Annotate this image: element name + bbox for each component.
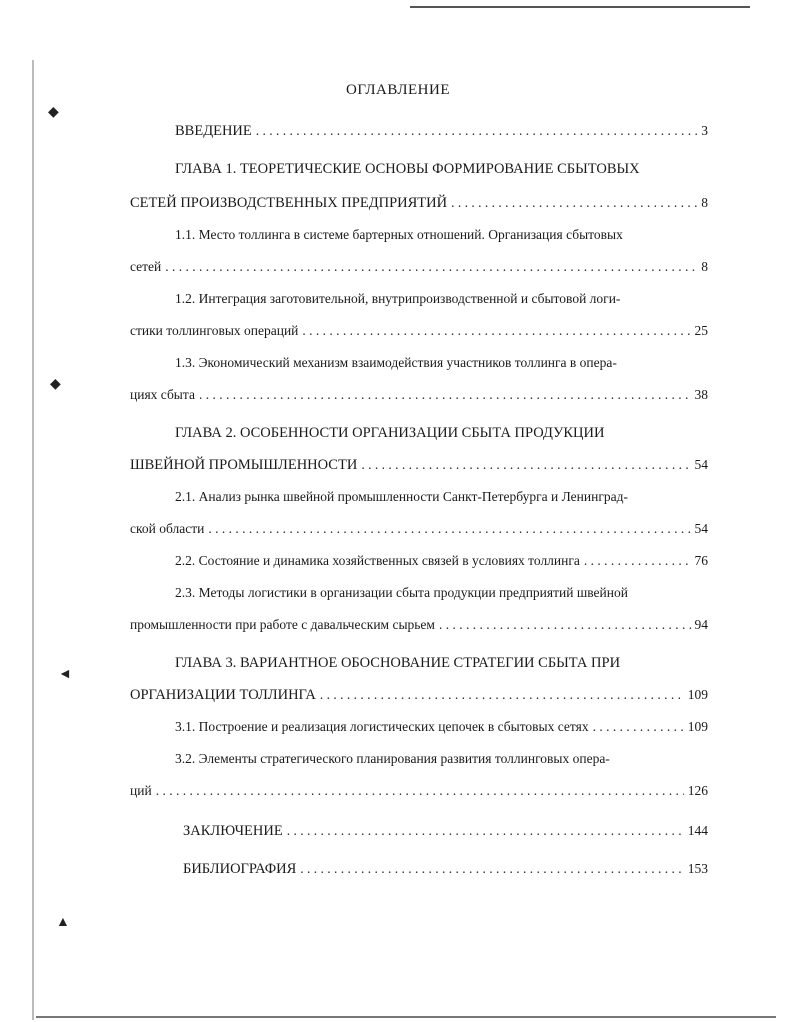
toc-entry-label: ГЛАВА 1. ТЕОРЕТИЧЕСКИЕ ОСНОВЫ ФОРМИРОВАНИЕ СБЫТОВЫХ xyxy=(175,161,640,177)
toc-entry-page: 126 xyxy=(687,783,708,798)
toc-entry-conclusion[interactable] xyxy=(183,822,708,840)
toc-entry-chapter-2-line-2[interactable] xyxy=(130,456,708,474)
toc-entry-chapter-3-line-2[interactable] xyxy=(130,686,708,704)
toc-entry-chapter-1-line-1[interactable] xyxy=(175,160,708,178)
leader-dots xyxy=(199,386,691,404)
toc-entry-3-1[interactable] xyxy=(175,718,708,736)
toc-entry-2-1-line-1[interactable] xyxy=(175,488,708,506)
toc-entry-label: ЗАКЛЮЧЕНИЕ xyxy=(183,823,283,839)
toc-entry-page: 38 xyxy=(694,387,708,402)
punch-hole-mark-icon: ◆ xyxy=(48,105,59,120)
toc-entry-label: стики толлинговых операций xyxy=(130,323,299,338)
toc-entry-label: сетей xyxy=(130,259,162,274)
toc-entry-page: 94 xyxy=(694,617,708,632)
leader-dots xyxy=(256,122,698,140)
toc-entry-page: 54 xyxy=(694,457,708,472)
toc-entry-1-1-line-2[interactable] xyxy=(130,258,708,276)
leader-dots xyxy=(287,822,684,840)
toc-entry-label: 1.2. Интеграция заготовительной, внутрипроизводственной и сбытовой логи- xyxy=(175,291,621,306)
leader-dots xyxy=(165,258,697,276)
toc-title: ОГЛАВЛЕНИЕ xyxy=(346,82,450,98)
toc-entry-page: 109 xyxy=(687,687,708,702)
toc-entry-2-2[interactable] xyxy=(175,552,708,570)
leader-dots xyxy=(300,860,683,878)
punch-hole-mark-icon: ◆ xyxy=(50,377,61,392)
toc-entry-2-3-line-2[interactable] xyxy=(130,616,708,634)
toc-entry-page: 8 xyxy=(701,259,708,274)
toc-entry-1-3-line-2[interactable] xyxy=(130,386,708,404)
toc-entry-chapter-2-line-1[interactable] xyxy=(175,424,708,442)
toc-entry-label: 2.3. Методы логистики в организации сбыта продукции предприятий швейной xyxy=(175,585,628,600)
toc-entry-chapter-3-line-1[interactable] xyxy=(175,654,708,672)
toc-entry-page: 153 xyxy=(687,861,708,876)
toc-entry-label: промышленности при работе с давальческим сырьем xyxy=(130,617,435,632)
toc-entry-2-1-line-2[interactable] xyxy=(130,520,708,538)
toc-entry-chapter-1-line-2[interactable] xyxy=(130,194,708,212)
toc-entry-page: 109 xyxy=(687,719,708,734)
toc-entry-label: ШВЕЙНОЙ ПРОМЫШЛЕННОСТИ xyxy=(130,457,358,473)
toc-entry-1-2-line-1[interactable] xyxy=(175,290,708,308)
toc-entry-label: ОРГАНИЗАЦИИ ТОЛЛИНГА xyxy=(130,687,316,703)
toc-entry-1-1-line-1[interactable] xyxy=(175,226,708,244)
toc-entry-label: ВВЕДЕНИЕ xyxy=(175,123,252,139)
toc-entry-label: ГЛАВА 3. ВАРИАНТНОЕ ОБОСНОВАНИЕ СТРАТЕГИИ СБЫТА ПРИ xyxy=(175,655,621,671)
leader-dots xyxy=(439,616,691,634)
toc-entry-label: ской области xyxy=(130,521,205,536)
toc-entry-page: 54 xyxy=(694,521,708,536)
toc-entry-page: 3 xyxy=(701,123,708,138)
toc-entry-label: 2.1. Анализ рынка швейной промышленности Санкт-Петербурга и Ленинград- xyxy=(175,489,628,504)
leader-dots xyxy=(156,782,684,800)
leader-dots xyxy=(361,456,690,474)
toc-entry-page: 144 xyxy=(687,823,708,838)
toc-entry-1-2-line-2[interactable] xyxy=(130,322,708,340)
toc-entry-1-3-line-1[interactable] xyxy=(175,354,708,372)
punch-hole-mark-icon: ▲ xyxy=(56,915,70,930)
leader-dots xyxy=(208,520,690,538)
toc-entry-bibliography[interactable] xyxy=(183,860,708,878)
toc-entry-label: БИБЛИОГРАФИЯ xyxy=(183,861,297,877)
toc-entry-label: 1.3. Экономический механизм взаимодействия участников толлинга в опера- xyxy=(175,355,617,370)
toc-entry-label: ций xyxy=(130,783,152,798)
leader-dots xyxy=(593,718,684,736)
toc-entry-label: 3.2. Элементы стратегического планирования развития толлинговых опера- xyxy=(175,751,610,766)
leader-dots xyxy=(451,194,697,212)
toc-entry-page: 25 xyxy=(694,323,708,338)
toc-entry-introduction[interactable] xyxy=(175,122,708,140)
toc-entry-2-3-line-1[interactable] xyxy=(175,584,708,602)
toc-entry-label: СЕТЕЙ ПРОИЗВОДСТВЕННЫХ ПРЕДПРИЯТИЙ xyxy=(130,195,448,211)
toc-entry-label: циях сбыта xyxy=(130,387,195,402)
toc-entry-page: 76 xyxy=(694,553,708,568)
toc-entry-label: 2.2. Состояние и динамика хозяйственных связей в условиях толлинга xyxy=(175,553,580,568)
toc-entry-page: 8 xyxy=(701,195,708,210)
toc-entry-3-2-line-1[interactable] xyxy=(175,750,708,768)
leader-dots xyxy=(320,686,684,704)
toc-entry-label: 1.1. Место толлинга в системе бартерных отношений. Организация сбытовых xyxy=(175,227,623,242)
leader-dots xyxy=(584,552,691,570)
toc-entry-label: ГЛАВА 2. ОСОБЕННОСТИ ОРГАНИЗАЦИИ СБЫТА ПРОДУКЦИИ xyxy=(175,425,605,441)
leader-dots xyxy=(302,322,690,340)
toc-entry-label: 3.1. Построение и реализация логистических цепочек в сбытовых сетях xyxy=(175,719,589,734)
punch-hole-mark-icon: ◄ xyxy=(58,667,72,682)
toc-entry-3-2-line-2[interactable] xyxy=(130,782,708,800)
